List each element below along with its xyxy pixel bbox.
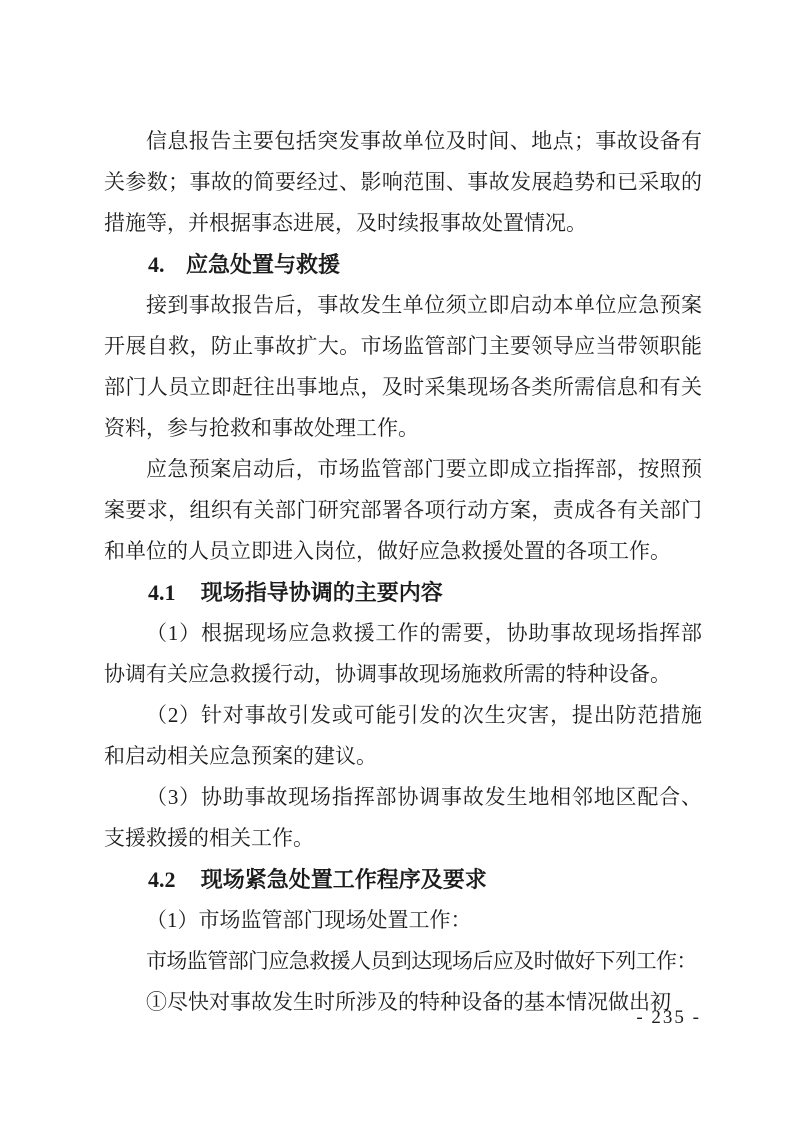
paragraph-emergency-plan-activation: 应急预案启动后，市场监管部门要立即成立指挥部，按照预案要求，组织有关部门研究部署各项行动方案，责成各有关部门和单位的人员立即进入岗位，做好应急救援处置的各项工作。 xyxy=(104,457,702,563)
paragraph-item-3-adjacent-areas: （3）协助事故现场指挥部协调事故发生地相邻地区配合、支援救援的相关工作。 xyxy=(104,785,702,850)
paragraph-item-1-onsite-work: （1）市场监管部门现场处置工作： xyxy=(146,908,472,932)
section-title: 应急处置与救援 xyxy=(186,252,341,277)
section-heading-4-2 xyxy=(104,859,702,900)
section-number: 4. xyxy=(148,252,165,277)
section-heading-4 xyxy=(104,244,702,285)
section-number: 4.2 xyxy=(148,867,176,892)
paragraph-item-1-coordination: （1）根据现场应急救援工作的需要，协助事故现场指挥部协调有关应急救援行动，协调事故现场施救所需的特种设备。 xyxy=(104,621,702,686)
section-number: 4.1 xyxy=(148,580,176,605)
page-number: - 235 - xyxy=(636,1007,701,1028)
paragraph-info-report: 信息报告主要包括突发事故单位及时间、地点；事故设备有关参数；事故的简要经过、影响范围、事故发展趋势和已采取的措施等，并根据事态进展，及时续报事故处置情况。 xyxy=(104,129,702,235)
paragraph-accident-report-response: 接到事故报告后，事故发生单位须立即启动本单位应急预案开展自救，防止事故扩大。市场监管部门主要领导应当带领职能部门人员立即赶往出事地点，及时采集现场各类所需信息和有关资料，参与抢救和事故处理工作。 xyxy=(104,293,702,440)
paragraph-item-2-secondary-disasters: （2）针对事故引发或可能引发的次生灾害，提出防范措施和启动相关应急预案的建议。 xyxy=(104,703,702,768)
section-title: 现场紧急处置工作程序及要求 xyxy=(200,867,487,892)
section-title: 现场指导协调的主要内容 xyxy=(200,580,443,605)
section-heading-4-1 xyxy=(104,572,702,613)
paragraph-rescue-personnel-tasks: 市场监管部门应急救援人员到达现场后应及时做好下列工作： xyxy=(146,949,697,973)
paragraph-circled-1-equipment-assessment: ①尽快对事故发生时所涉及的特种设备的基本情况做出初 xyxy=(146,990,671,1014)
document-body xyxy=(104,121,702,1023)
